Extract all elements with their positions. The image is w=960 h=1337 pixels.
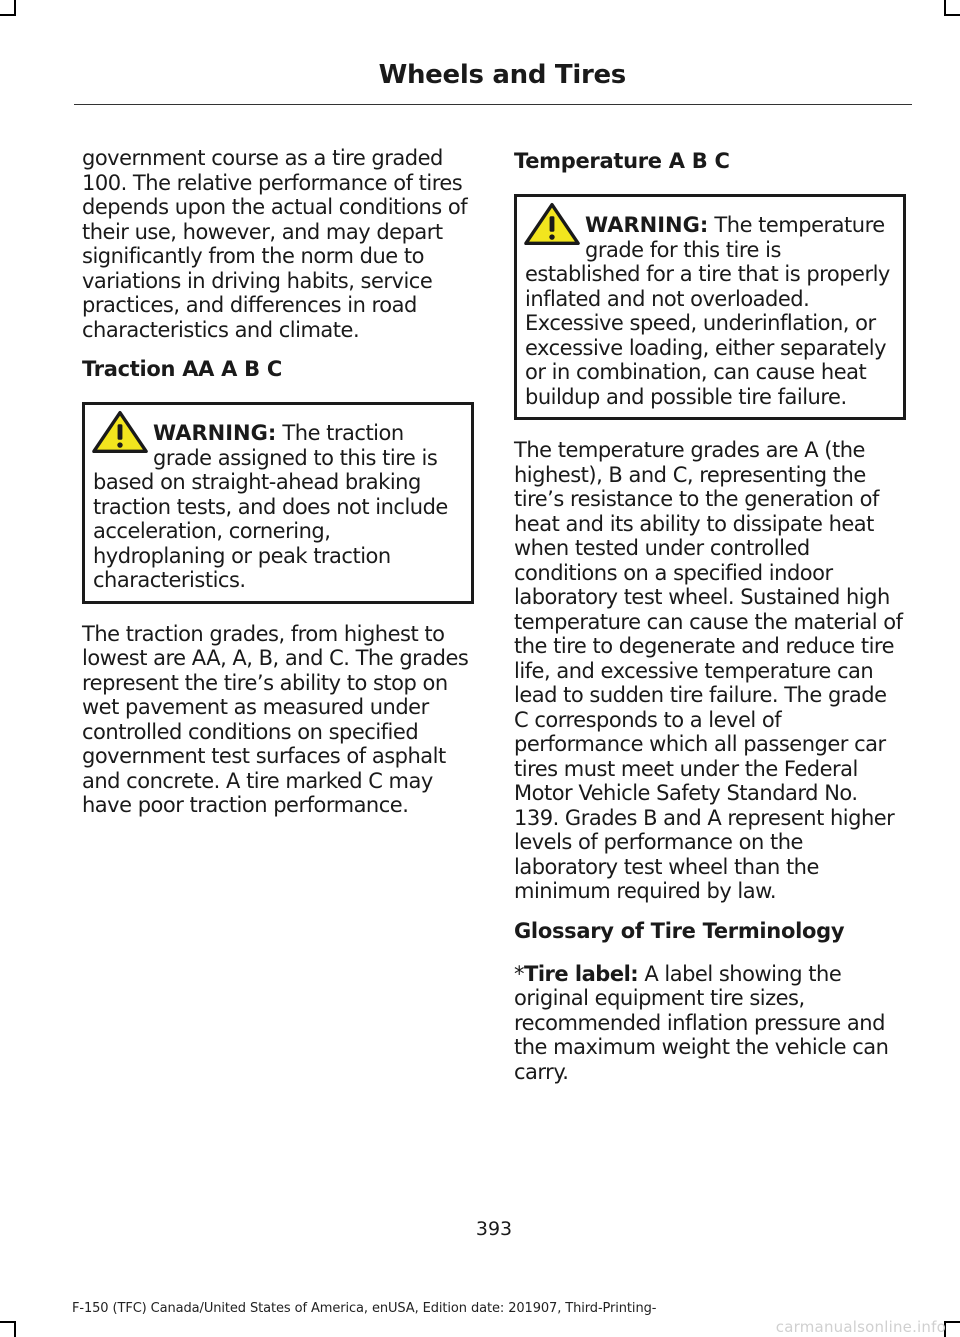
temperature-warning-box <box>514 194 906 420</box>
right-column <box>514 146 906 1084</box>
crop-mark <box>0 14 16 16</box>
watermark[interactable]: carmanualsonline.info <box>775 1318 946 1336</box>
warning-label: WARNING: <box>153 421 277 445</box>
crop-mark <box>0 1321 16 1323</box>
warning-text: The traction grade assigned to this tire is based on straight-ahead braking traction tests, and does not include acceleration, cornering, hydroplaning or peak traction characteristics. <box>93 421 448 592</box>
glossary-prefix: * <box>514 961 524 986</box>
glossary-term: Tire label: <box>524 961 639 986</box>
crop-mark <box>944 14 960 16</box>
page-number: 393 <box>475 1218 513 1240</box>
temperature-heading: Temperature A B C <box>514 149 730 173</box>
temperature-paragraph: The temperature grades are A (the highest), B and C, representing the tire’s resistance to the generation of heat and its ability to dissipate heat when tested under controlled conditions on a specified indoor laboratory test wheel. Sustained high temperature can cause the material of the tire to degenerate and reduce tire life, and excessive temperature can lead to sudden tire failure. The grade C corresponds to a level of performance which all passenger car tires must meet under the Federal Motor Vehicle Safety Standard No. 139. Grades B and A represent higher levels of performance on the laboratory test wheel than the minimum required by law. <box>514 438 903 903</box>
crop-mark <box>14 1321 16 1337</box>
warning-triangle-icon <box>91 409 149 455</box>
traction-warning-box <box>82 402 474 604</box>
footer-edition: F-150 (TFC) Canada/United States of America, enUSA, Edition date: 201907, Third-Printing- <box>72 1301 657 1316</box>
traction-heading: Traction AA A B C <box>82 357 282 381</box>
glossary-definition: A label showing the original equipment tire sizes, recommended inflation pressure and the maximum weight the vehicle can carry. <box>514 961 889 1084</box>
page-header-title: Wheels and Tires <box>378 60 626 90</box>
warning-triangle-icon <box>523 201 581 247</box>
header-divider <box>74 104 912 105</box>
glossary-heading: Glossary of Tire Terminology <box>514 918 845 943</box>
traction-paragraph: The traction grades, from highest to lowest are AA, A, B, and C. The grades represent the tire’s ability to stop on wet pavement as measured under controlled conditions on specified government test surfaces of asphalt and concrete. A tire marked C may have poor traction performance. <box>82 621 469 817</box>
crop-mark <box>944 1321 960 1323</box>
warning-label: WARNING: <box>585 213 709 237</box>
left-column <box>82 146 474 818</box>
intro-paragraph: government course as a tire graded 100. The relative performance of tires depends upon the actual conditions of their use, however, and may depart significantly from the norm due to variations in driving habits, service practices, and differences in road characteristics and climate. <box>82 146 468 342</box>
warning-text: The temperature grade for this tire is established for a tire that is properly inflated and not overloaded. Excessive speed, underinflation, or excessive loading, either separately or in combination, can cause heat buildup and possible tire failure. <box>525 213 890 409</box>
glossary-entry <box>514 962 906 1085</box>
